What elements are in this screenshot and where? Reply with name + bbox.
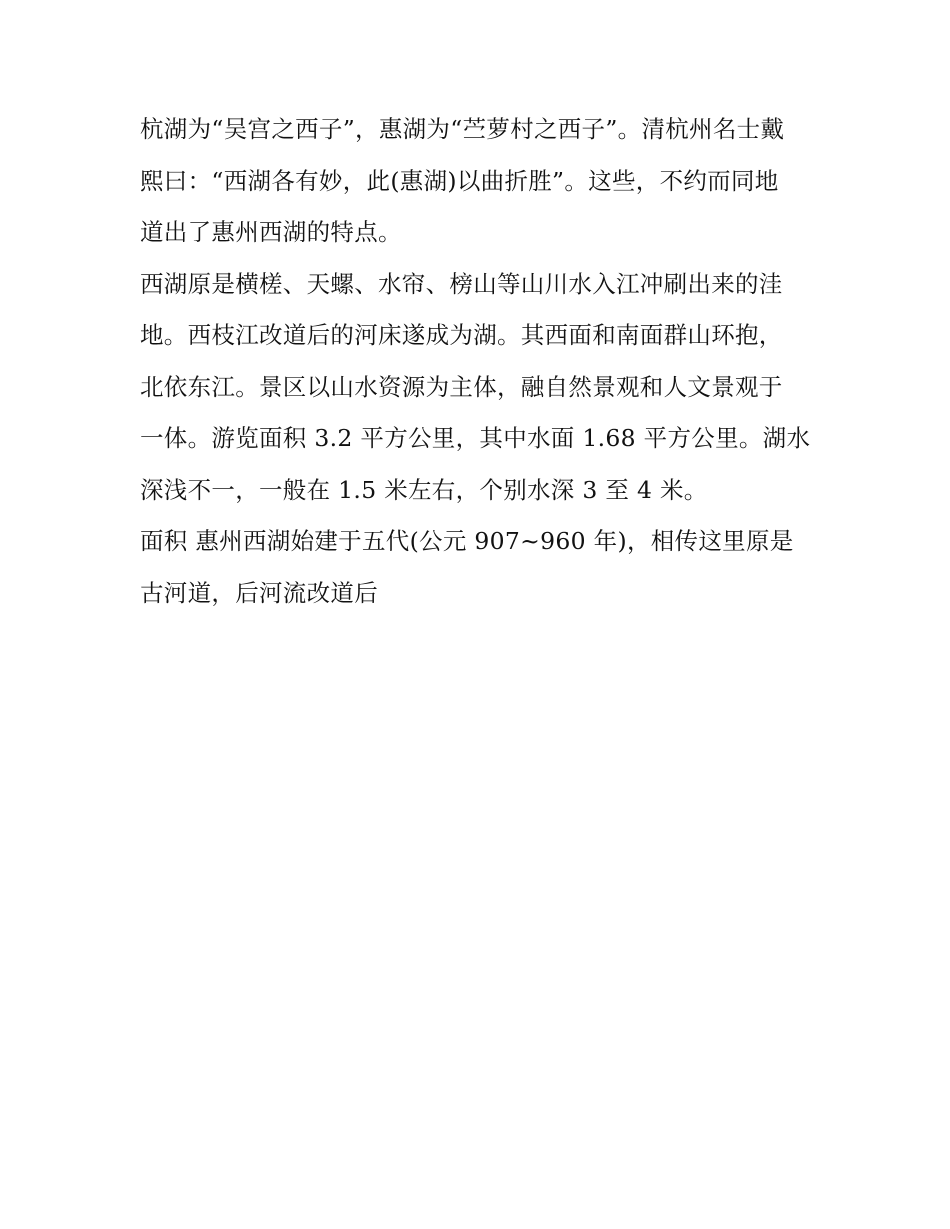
- text-line: 深浅不一，一般在 1.5 米左右，个别水深 3 至 4 米。: [140, 475, 708, 504]
- text-line: 西湖原是横槎、天螺、水帘、榜山等山川水入江冲刷出来的洼: [140, 269, 783, 298]
- text-line: 杭湖为“吴宫之西子”，惠湖为“苎萝村之西子”。清杭州名士戴: [140, 115, 785, 143]
- text-line: 古河道，后河流改道后: [140, 578, 378, 607]
- text-line: 熙曰：“西湖各有妙，此(惠湖)以曲折胜”。这些，不约而同地: [140, 166, 779, 195]
- paragraph-1: [140, 104, 820, 259]
- paragraph-3: [140, 516, 820, 619]
- text-line: 道出了惠州西湖的特点。: [140, 218, 402, 246]
- document-body: [140, 104, 820, 619]
- text-line: 地。西枝江改道后的河床遂成为湖。其西面和南面群山环抱，: [140, 321, 783, 349]
- text-line: 一体。游览面积 3.2 平方公里，其中水面 1.68 平方公里。湖水: [140, 424, 811, 452]
- paragraph-2: [140, 259, 820, 517]
- text-line: 北依东江。景区以山水资源为主体，融自然景观和人文景观于: [140, 372, 783, 401]
- text-line: 面积 惠州西湖始建于五代(公元 907~960 年)，相传这里原是: [140, 527, 794, 555]
